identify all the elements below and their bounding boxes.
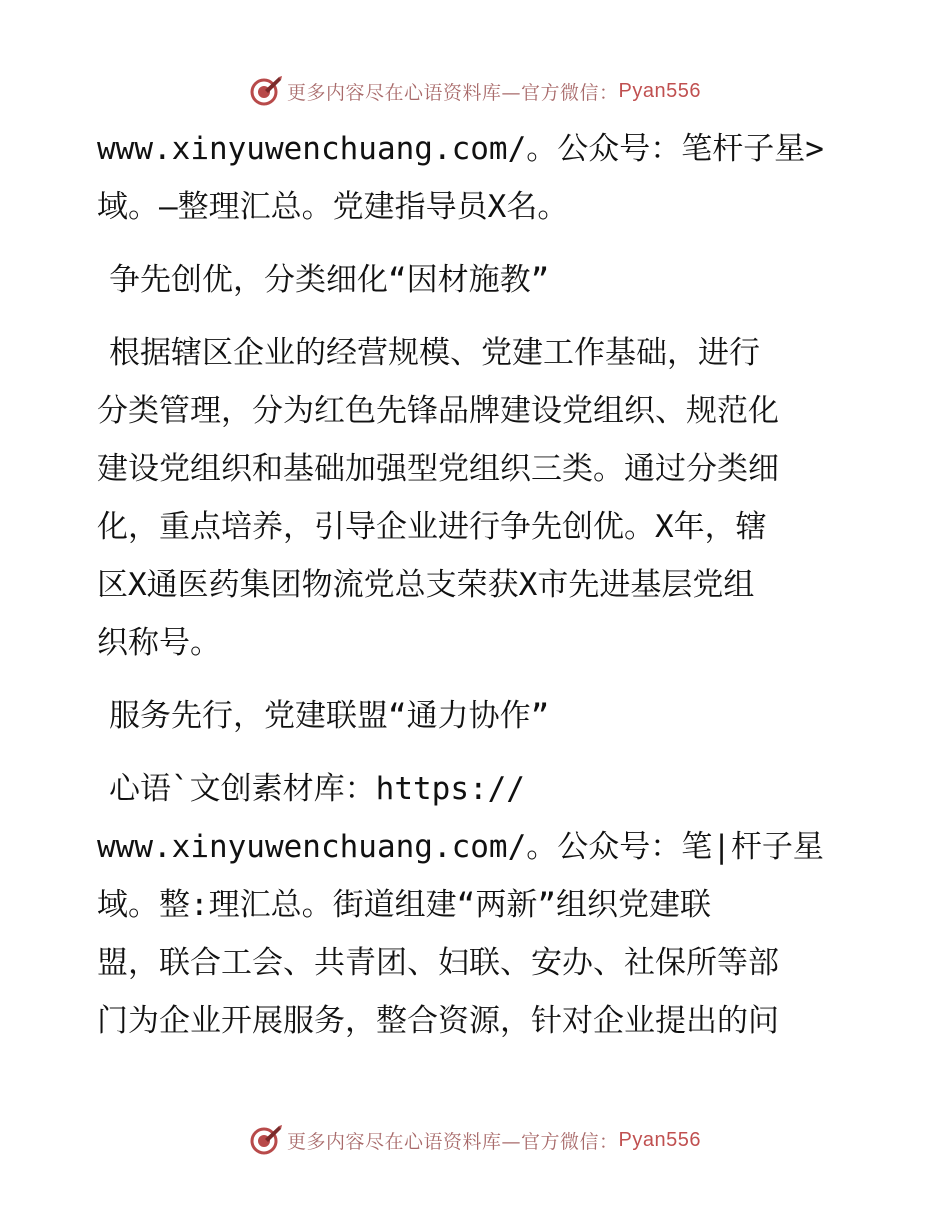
text-line: 织称号。 (97, 625, 221, 661)
text-line: 区X通医药集团物流党总支荣获X市先进基层党组 (97, 567, 755, 603)
watermark-text: 更多内容尽在心语资料库—官方微信： (287, 1130, 619, 1153)
footer-watermark (0, 1123, 950, 1157)
body-text (97, 124, 857, 1054)
text-line: 域。—整理汇总。党建指导员X名。 (97, 189, 569, 225)
watermark-wechat-id: Pyan556 (618, 1128, 701, 1151)
pen-logo-icon (249, 74, 283, 108)
watermark-wechat-id: Pyan556 (618, 79, 701, 102)
text-line: 盟，联合工会、共青团、妇联、安办、社保所等部 (97, 945, 779, 981)
text-line: www.xinyuwenchuang.com/。公众号：笔杆子星> (97, 131, 824, 167)
text-line: 建设党组织和基础加强型党组织三类。通过分类细 (97, 451, 779, 487)
text-line: 门为企业开展服务，整合资源，针对企业提出的问 (97, 1003, 779, 1039)
text-line: 化，重点培养，引导企业进行争先创优。X年，辖 (97, 509, 767, 545)
section-heading: 服务先行，党建联盟“通力协作” (109, 698, 550, 734)
text-line: 根据辖区企业的经营规模、党建工作基础，进行 (109, 335, 760, 371)
text-line: 心语`文创素材库：https:// (109, 771, 525, 807)
watermark-text: 更多内容尽在心语资料库—官方微信： (287, 81, 619, 104)
header-watermark (0, 74, 950, 108)
section-heading: 争先创优，分类细化“因材施教” (109, 262, 550, 298)
text-line: 域。整:理汇总。街道组建“两新”组织党建联 (97, 887, 711, 923)
text-line: www.xinyuwenchuang.com/。公众号：笔|杆子星 (97, 829, 824, 865)
pen-logo-icon (249, 1123, 283, 1157)
text-line: 分类管理，分为红色先锋品牌建设党组织、规范化 (97, 393, 779, 429)
